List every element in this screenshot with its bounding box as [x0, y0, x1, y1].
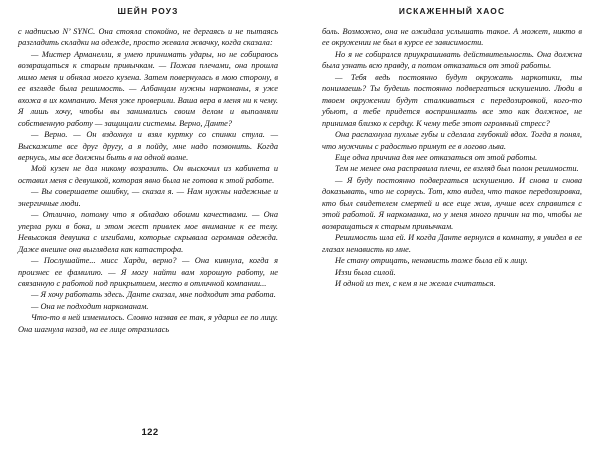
- running-head-title: ИСКАЖЕННЫЙ ХАОС: [398, 6, 506, 16]
- body-paragraph: — Мистер Арманелли, я умею принимать удары, но не собираюсь возвращаться к старым привычкам. — Пожав плечами, она прошла мимо меня и обняла моего кузена. Затем повернулась в мою сторону, в ее взгляде была решимость. — Албанцам нужны наркоманы, я уже вхожа в их компанию. Меня уже проверили. Ваша вера в меня ни к чему. Я лишь хочу, чтобы вы занимались своим делом и выполняли собственную работу — защищали системы. Верно, Данте?: [18, 49, 278, 128]
- body-paragraph: Иззи была силой.: [335, 267, 396, 277]
- right-page: [300, 0, 600, 452]
- body-paragraph: — Тебя ведь постоянно будут окружать наркотики, ты понимаешь? Ты будешь постоянно подвергаться искушению. Люди в твоем окружении будут сталкиваться с передозировкой, кого-то убьют, а тебе придется воспринимать все это как должное, не принимая близко к сердцу. К чему тебе этот огромный стресс?: [322, 72, 582, 128]
- body-paragraph: — Я хочу работать здесь. Данте сказал, мне подходит эта работа.: [31, 290, 276, 300]
- body-paragraph: — Я буду постоянно подвергаться искушению. И снова и снова доказывать, что не сорвусь. Тот, кто видел, что такое передозировка, кто был свидетелем смертей и все еще жив, лучше всех справится с этой работой. Я наркоманка, но у меня много причин на то, чтобы не возвращаться к старым привычкам.: [322, 175, 582, 231]
- body-paragraph: с надписью N’ SYNC. Она стояла спокойно, не дергаясь и не пытаясь разгладить складки на одежде, просто жевала жвачку, когда сказала:: [18, 27, 278, 48]
- left-page-body: [18, 26, 278, 335]
- body-paragraph: — Послушайте... мисс Харди, верно? — Она кивнула, когда я произнес ее фамилию. — Я могу найти вам хорошую работу, не связанную с работой под прикрытием, место в отличной компании...: [18, 256, 278, 288]
- body-paragraph: — Вы совершаете ошибку, — сказал я. — Нам нужны надежные и энергичные люди.: [18, 187, 278, 208]
- body-paragraph: Решимость шла ей. И когда Данте вернулся в комнату, я увидел в ее глазах ненависть ко мне.: [322, 233, 582, 254]
- body-paragraph: Еще одна причина для нее отказаться от этой работы.: [335, 152, 538, 162]
- body-paragraph: Но я не собирался приукрашивать действительность. Она должна была узнать всю правду, а потом отказаться от этой работы.: [322, 49, 582, 71]
- body-paragraph: Тем не менее она расправила плечи, ее взгляд был полон решимости.: [335, 164, 579, 174]
- body-paragraph: — Она не подходит наркоманам.: [31, 301, 149, 311]
- body-paragraph: боль. Возможно, она не ожидала услышать такое. А может, никто в ее окружении не был в курсе ее зависимости.: [322, 27, 582, 48]
- body-paragraph: — Отлично, потому что я обладаю обоими качествами. — Она уперла руки в бока, и этом жест привлек мое внимание к ее телу. Невысокая девушка с изгибами, которые скрывала огромная одежда. Даже внешне она выглядела как катастрофа.: [18, 210, 278, 254]
- body-paragraph: Мой кузен не дал никому возразить. Он выскочил из кабинета и оставил меня с девушкой, которая явно была не готова к этой работе.: [18, 164, 278, 185]
- body-paragraph: — Верно. — Он вздохнул и взял куртку со спинки стула. — Выскажите все друг другу, а я пойду, мне надо позвонить. Когда вернусь, мы все должны быть в на одной волне.: [18, 130, 278, 162]
- body-paragraph: И одной из тех, с кем я не желал считаться.: [335, 278, 496, 288]
- body-paragraph: Не стану отрицать, ненависть тоже была ей к лицу.: [335, 256, 528, 266]
- page-number: 122: [141, 427, 159, 438]
- right-page-body: [322, 26, 582, 289]
- body-paragraph: Она распахнула пухлые губы и сделала глубокий вдох. Тогда я понял, что мужчины с радостью примут ее в логово льва.: [322, 130, 582, 151]
- body-paragraph: Что-то в ней изменилось. Словно назвав ее так, я ударил ее по лицу. Она шагнула назад, на ее лице отразилась: [18, 313, 278, 334]
- running-head-author: ШЕЙН РОУЗ: [117, 6, 179, 16]
